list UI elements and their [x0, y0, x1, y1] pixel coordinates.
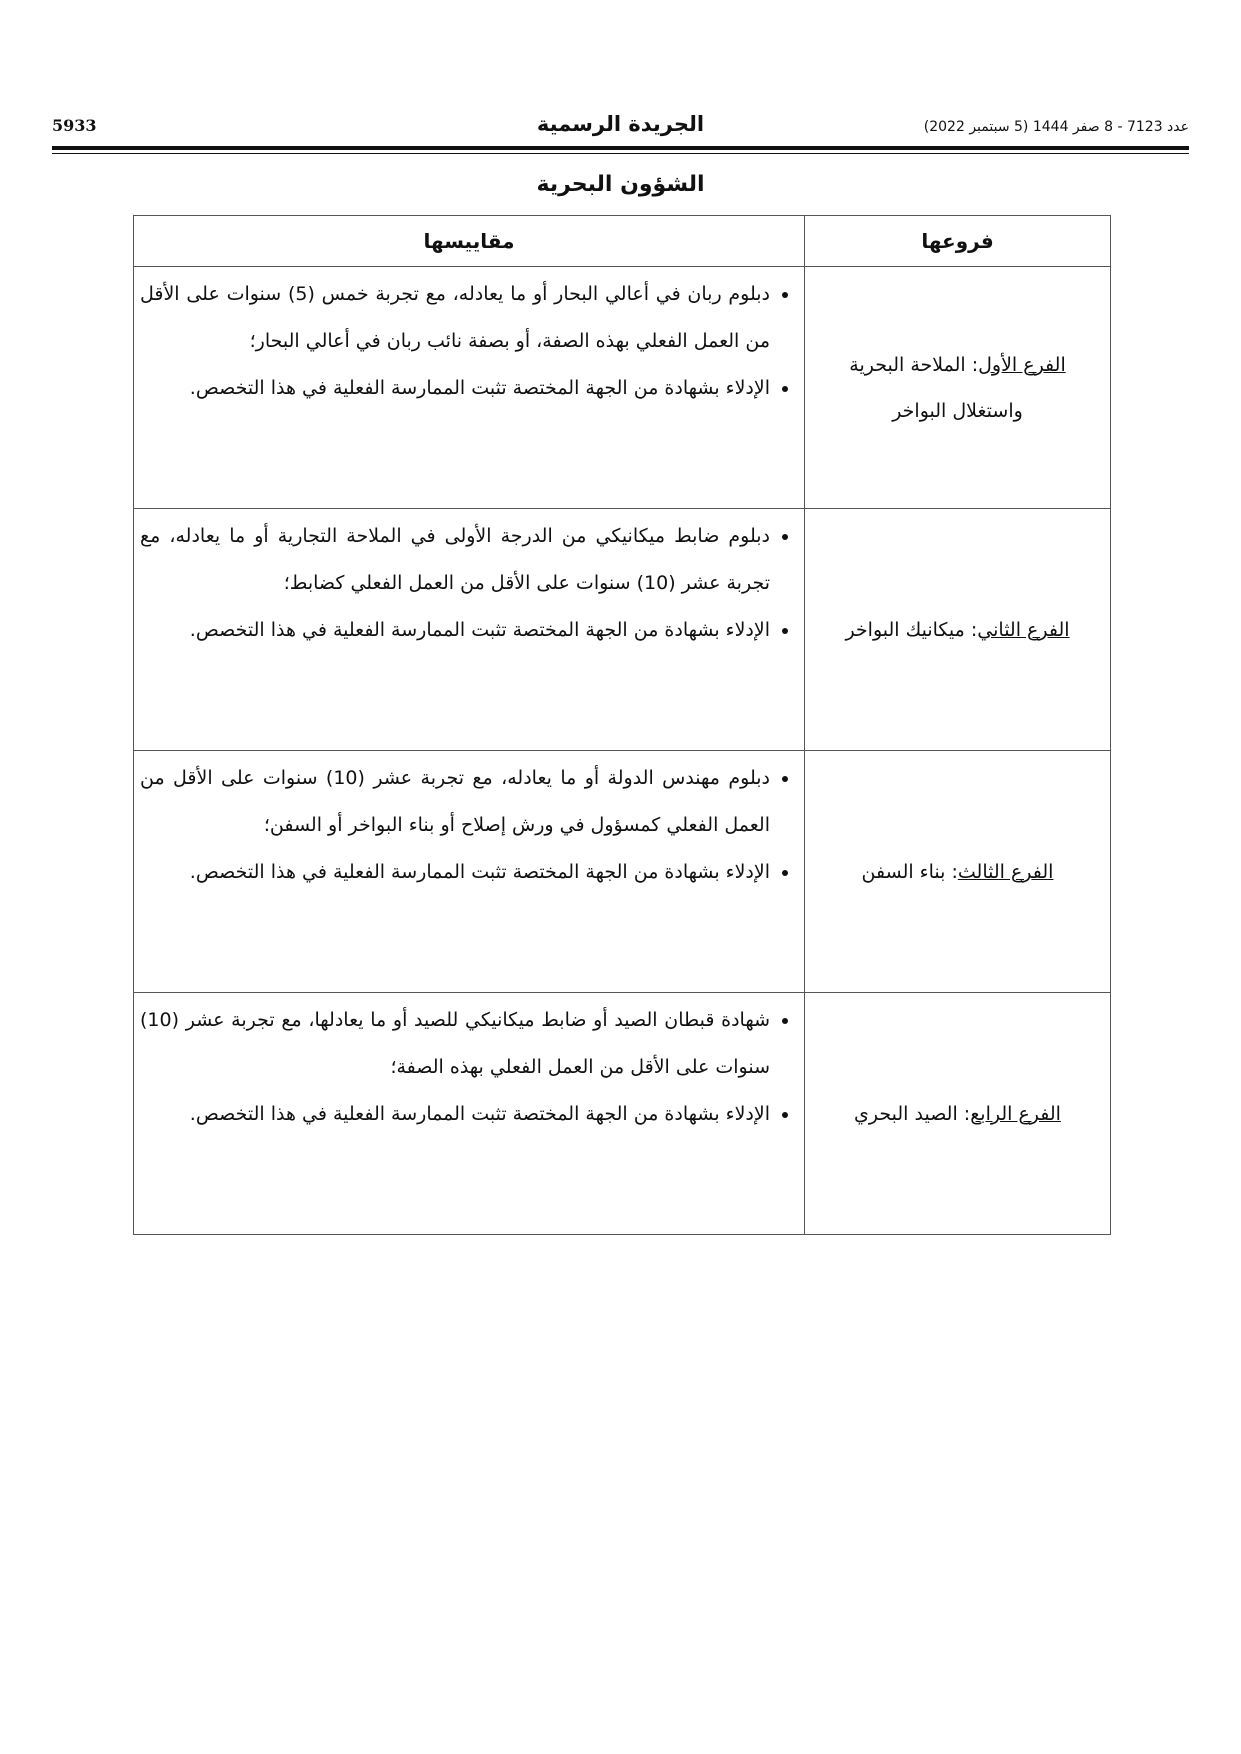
criteria-table [133, 215, 1111, 1235]
branch-label: الفرع الأول [978, 353, 1066, 376]
branch-name: : الصيد البحري [854, 1102, 971, 1125]
table-row [134, 751, 1111, 993]
journal-title: الجريدة الرسمية [536, 112, 705, 136]
criteria-item: • دبلوم مهندس الدولة أو ما يعادله، مع تجربة عشر (10) سنوات على الأقل من العمل الفعلي كمسؤول في ورش إصلاح أو بناء البواخر أو السفن؛ [140, 755, 770, 849]
table-header-row [134, 216, 1111, 267]
table-row [134, 509, 1111, 751]
criteria-list [140, 997, 796, 1138]
criteria-cell [134, 267, 805, 509]
page-header [52, 112, 1189, 142]
table-row [134, 267, 1111, 509]
criteria-cell [134, 993, 805, 1235]
criteria-column-header: مقاييسها [134, 216, 805, 267]
criteria-item: • شهادة قبطان الصيد أو ضابط ميكانيكي للصيد أو ما يعادلها، مع تجربة عشر (10) سنوات على الأقل من العمل الفعلي بهذه الصفة؛ [140, 997, 770, 1091]
branch-label: الفرع الثالث [957, 860, 1054, 883]
criteria-list [140, 271, 796, 412]
branch-cell [805, 509, 1111, 751]
criteria-item: • دبلوم ضابط ميكانيكي من الدرجة الأولى في الملاحة التجارية أو ما يعادله، مع تجربة عشر (10) سنوات على الأقل من العمل الفعلي كضابط؛ [140, 513, 770, 607]
criteria-item: • الإدلاء بشهادة من الجهة المختصة تثبت الممارسة الفعلية في هذا التخصص. [140, 1091, 770, 1138]
section-title: الشؤون البحرية [536, 172, 705, 197]
branch-cell [805, 751, 1111, 993]
branch-column-header: فروعها [805, 216, 1111, 267]
criteria-list [140, 755, 796, 896]
criteria-item: • الإدلاء بشهادة من الجهة المختصة تثبت الممارسة الفعلية في هذا التخصص. [140, 365, 770, 412]
criteria-item: • الإدلاء بشهادة من الجهة المختصة تثبت الممارسة الفعلية في هذا التخصص. [140, 607, 770, 654]
branch-name: : الملاحة البحرية واستغلال البواخر [849, 353, 1023, 422]
page-number: 5933 [52, 116, 97, 135]
criteria-cell [134, 509, 805, 751]
header-rule-thin [52, 153, 1189, 154]
criteria-item: • الإدلاء بشهادة من الجهة المختصة تثبت الممارسة الفعلية في هذا التخصص. [140, 849, 770, 896]
branch-cell [805, 267, 1111, 509]
issue-info: عدد 7123 - 8 صفر 1444 (5 سبتمبر 2022) [923, 119, 1189, 135]
criteria-item: • دبلوم ربان في أعالي البحار أو ما يعادله، مع تجربة خمس (5) سنوات على الأقل من العمل الفعلي بهذه الصفة، أو بصفة نائب ربان في أعالي البحار؛ [140, 271, 770, 365]
header-rule-thick [52, 146, 1189, 150]
branch-cell [805, 993, 1111, 1235]
branch-label: الفرع الرابع [970, 1102, 1061, 1125]
branch-name: : بناء السفن [861, 860, 958, 883]
criteria-list [140, 513, 796, 654]
branch-name: : ميكانيك البواخر [845, 618, 978, 641]
criteria-cell [134, 751, 805, 993]
table-row [134, 993, 1111, 1235]
branch-label: الفرع الثاني [977, 618, 1070, 641]
